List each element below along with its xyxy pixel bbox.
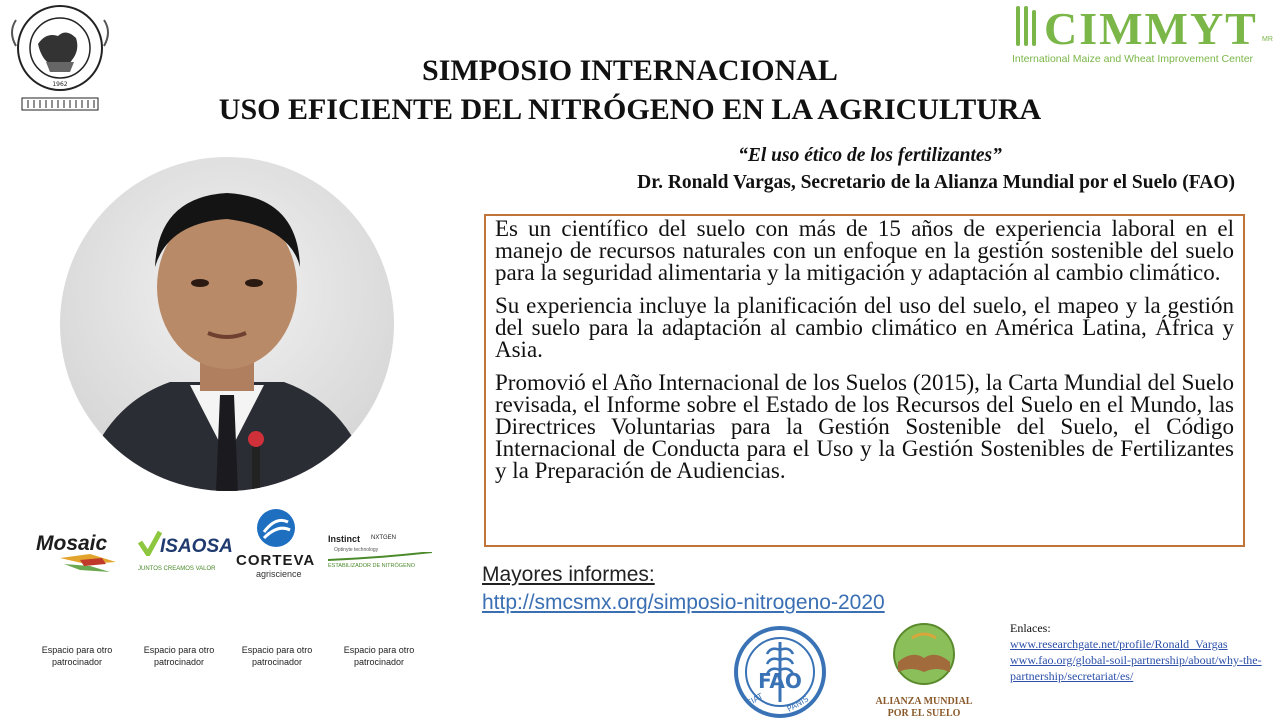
bio-paragraph: Promovió el Año Internacional de los Suelos (2015), la Carta Mundial del Suelo revisada, el Informe sobre el Estado de los Recursos del Suelo en el Mundo, las Directrices Voluntarias para la Gestión Sostenible del Suelo, el Código Internacional de Conducta para el Uso y la Gestión Sostenibles de Fertilizantes y la Preparación de Audiencias. bbox=[495, 370, 1234, 483]
fao-motto-right: PANIS bbox=[785, 694, 811, 714]
instinct-name: Instinct bbox=[328, 534, 361, 544]
speaker-photo bbox=[60, 157, 394, 491]
more-info-label: Mayores informes: bbox=[482, 563, 655, 586]
fao-letters: FAO bbox=[758, 669, 802, 693]
isaosa-name: ISAOSA bbox=[160, 536, 233, 557]
isaosa-logo bbox=[134, 528, 233, 576]
bio-paragraph: Su experiencia incluye la planificación del uso del suelo, el mapeo y la gestión del suelo para la adaptación al cambio climático en América Latina, África y Asia. bbox=[495, 293, 1234, 362]
links-block bbox=[1010, 620, 1272, 684]
sponsor-slot: Espacio para otro patrocinador bbox=[343, 645, 415, 667]
instinct-swoosh-icon bbox=[328, 552, 432, 562]
speaker-bio bbox=[484, 214, 1245, 547]
instinct-nxtgen: NXTGEN bbox=[371, 535, 397, 541]
sponsor-slot: Espacio para otro patrocinador bbox=[41, 645, 113, 667]
speaker-name: Dr. Ronald Vargas, Secretario de la Alianza Mundial por el Suelo (FAO) bbox=[637, 172, 1235, 193]
event-subtitle: USO EFICIENTE DEL NITRÓGENO EN LA AGRICULTURA bbox=[218, 93, 1042, 126]
cimmyt-subtitle: International Maize and Wheat Improvement Center bbox=[1012, 53, 1254, 65]
mosaic-name: Mosaic bbox=[36, 532, 108, 555]
corteva-sub: agriscience bbox=[256, 569, 302, 579]
mosaic-swoosh-icon bbox=[60, 554, 120, 572]
fao-logo bbox=[733, 624, 827, 720]
sponsor-slot: Espacio para otro patrocinador bbox=[143, 645, 215, 667]
talk-title: “El uso ético de los fertilizantes” bbox=[738, 145, 1002, 166]
researchgate-link[interactable]: www.researchgate.net/profile/Ronald_Vargas bbox=[1010, 637, 1228, 651]
globe-hands-icon bbox=[892, 622, 956, 686]
alianza-mundial-logo bbox=[874, 622, 974, 720]
event-title: SIMPOSIO INTERNACIONAL bbox=[422, 54, 838, 87]
check-icon bbox=[138, 530, 162, 556]
corteva-name: CORTEVA bbox=[236, 552, 316, 569]
sponsor-slot: Espacio para otro patrocinador bbox=[241, 645, 313, 667]
links-label: Enlaces: bbox=[1010, 621, 1051, 635]
seal-year: 1962 bbox=[52, 81, 68, 88]
corteva-logo bbox=[236, 508, 318, 580]
isaosa-tagline: JUNTOS CREAMOS VALOR bbox=[138, 566, 216, 572]
instinct-sub: ESTABILIZADOR DE NITRÓGENO bbox=[328, 563, 415, 569]
alianza-line2: POR EL SUELO bbox=[887, 708, 961, 719]
cimmyt-name: CIMMYT bbox=[1044, 3, 1258, 54]
society-seal-logo bbox=[6, 2, 114, 118]
more-info-link[interactable]: http://smcsmx.org/simposio-nitrogeno-2020 bbox=[482, 591, 885, 614]
wheat-icon bbox=[1012, 4, 1042, 48]
instinct-logo bbox=[328, 534, 432, 572]
alianza-line1: ALIANZA MUNDIAL bbox=[875, 696, 973, 707]
bio-paragraph: Es un científico del suelo con más de 15 años de experiencia laboral en el manejo de recursos naturales con un enfoque en la gestión sostenible del suelo para la seguridad alimentaria y la mitigación y adaptación al cambio climático. bbox=[495, 216, 1234, 285]
fao-motto-left: FIAT bbox=[745, 691, 765, 708]
instinct-tech: Optinyte technology bbox=[334, 547, 379, 553]
mosaic-logo bbox=[34, 532, 124, 572]
fao-gsp-link[interactable]: www.fao.org/global-soil-partnership/about/why-the-partnership/secretariat/es/ bbox=[1010, 653, 1262, 683]
corteva-circle-icon bbox=[256, 508, 296, 548]
cimmyt-mark: MR bbox=[1262, 36, 1273, 43]
